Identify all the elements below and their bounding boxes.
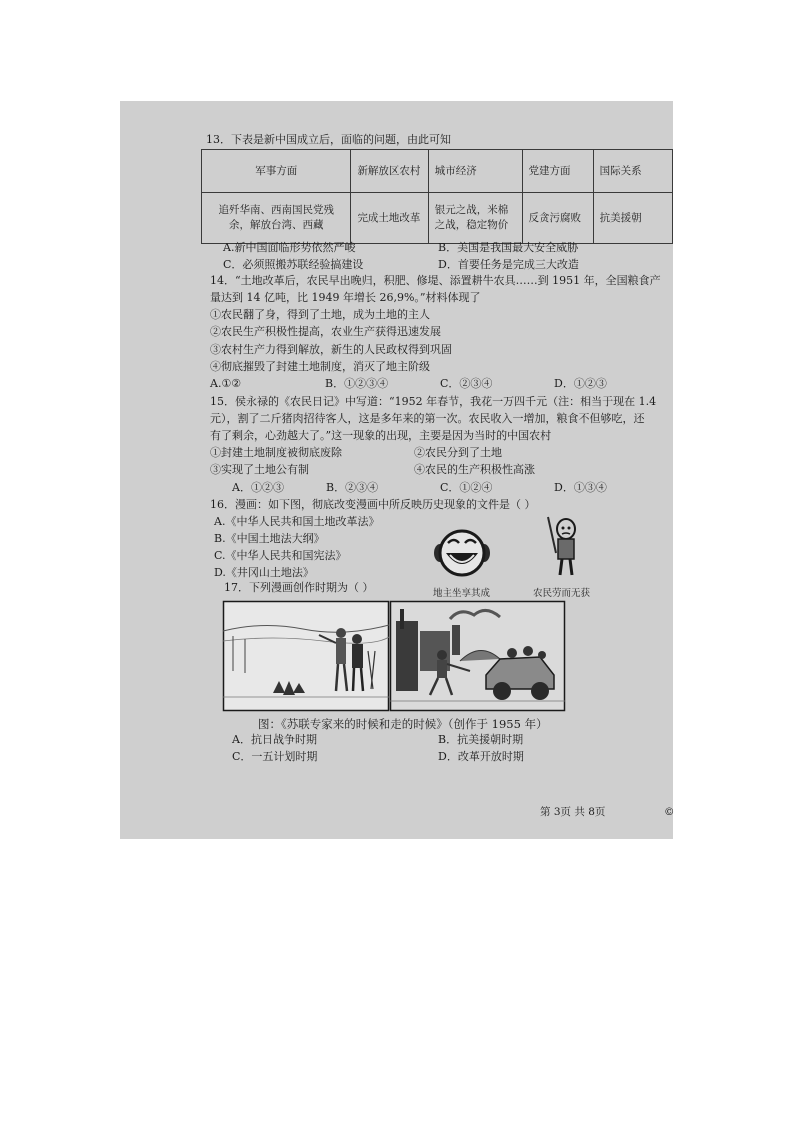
q14-item-3: ③农村生产力得到解放，新生的人民政权得到巩固 — [210, 343, 452, 356]
exam-page — [120, 101, 673, 839]
q13-option-c: C．必须照搬苏联经验搞建设 — [223, 258, 364, 271]
comic-panel-experts-leave — [390, 601, 565, 711]
q16-option-c: C.《中华人民共和国宪法》 — [214, 549, 347, 562]
q14-option-a: A.①② — [210, 377, 242, 390]
q13-cell-military: 追歼华南、西南国民党残余，解放台湾、西藏 — [202, 193, 351, 244]
q14-stem-line2: 量达到 14 亿吨，比 1949 年增长 26,9%。”材料体现了 — [210, 291, 481, 304]
q14-option-b: B．①②③④ — [325, 377, 389, 390]
q17-option-b: B．抗美援朝时期 — [438, 733, 524, 746]
comic-panel-experts-arrive — [223, 601, 389, 711]
q15-option-c: C．①②④ — [440, 481, 493, 494]
landlord-cartoon — [432, 525, 492, 579]
q15-stem-line1: 15．侯永禄的《农民日记》中写道：“1952 年春节，我花一万四千元（注：相当于现在 1.4 — [210, 395, 657, 408]
q13-cell-international: 抗美援朝 — [593, 193, 672, 244]
q14-item-4: ④彻底摧毁了封建土地制度，消灭了地主阶级 — [210, 360, 430, 373]
q15-item-1: ①封建土地制度被彻底废除 — [210, 446, 342, 459]
q13-header-city-economy: 城市经济 — [428, 150, 522, 193]
q16-option-b: B.《中国土地法大纲》 — [214, 532, 325, 545]
q13-header-countryside: 新解放区农村 — [351, 150, 428, 193]
q15-stem-line3: 有了剩余，心劲越大了。”这一现象的出现，主要是因为当时的中国农村 — [210, 429, 552, 442]
q16-option-a: A.《中华人民共和国土地改革法》 — [214, 515, 380, 528]
q17-option-c: C．一五计划时期 — [232, 750, 318, 763]
q13-option-a: A.新中国面临形势依然严峻 — [223, 241, 356, 254]
q14-option-c: C．②③④ — [440, 377, 493, 390]
q13-table — [201, 149, 673, 244]
q17-stem: 17．下列漫画创作时期为（ ） — [224, 581, 374, 594]
q16-stem: 16．漫画：如下图，彻底改变漫画中所反映历史现象的文件是（ ） — [210, 498, 536, 511]
q13-header-international: 国际关系 — [593, 150, 672, 193]
q15-option-d: D．①③④ — [554, 481, 607, 494]
q14-option-d: D．①②③ — [554, 377, 607, 390]
q15-item-2: ②农民分到了土地 — [414, 446, 502, 459]
q14-stem-line1: 14．“土地改革后，农民早出晚归，积肥、修堤、添置耕牛农具……到 1951 年，全国粮食产 — [210, 274, 661, 287]
page-number: 第 3页 共 8页 — [540, 806, 606, 818]
q17-option-a: A．抗日战争时期 — [232, 733, 317, 746]
q17-caption: 图：《苏联专家来的时候和走的时候》（创作于 1955 年） — [258, 717, 548, 731]
q14-item-2: ②农民生产积极性提高，农业生产获得迅速发展 — [210, 325, 441, 338]
q15-item-3: ③实现了土地公有制 — [210, 463, 309, 476]
copyright-mark: © — [664, 806, 675, 818]
q15-stem-line2: 元），割了二斤猪肉招待客人，这是多年来的第一次。农民收入一增加，粮食不但够吃，还 — [210, 412, 645, 425]
q14-item-1: ①农民翻了身，得到了土地，成为土地的主人 — [210, 308, 430, 321]
q13-option-b: B．美国是我国最大安全威胁 — [438, 241, 579, 254]
q13-header-military: 军事方面 — [202, 150, 351, 193]
q16-option-d: D.《井冈山土地法》 — [214, 566, 314, 579]
peasant-cartoon — [542, 513, 586, 579]
q17-option-d: D．改革开放时期 — [438, 750, 524, 763]
q16-caption-landlord: 地主坐享其成 — [433, 588, 491, 599]
q15-item-4: ④农民的生产积极性高涨 — [414, 463, 535, 476]
q13-cell-city-economy: 银元之战，米棉之战，稳定物价 — [428, 193, 522, 244]
q13-cell-countryside: 完成土地改革 — [351, 193, 428, 244]
q13-stem: 13．下表是新中国成立后，面临的问题，由此可知 — [206, 133, 451, 146]
q13-option-d: D．首要任务是完成三大改造 — [438, 258, 579, 271]
q15-option-b: B．②③④ — [326, 481, 379, 494]
q13-header-party: 党建方面 — [522, 150, 593, 193]
q16-caption-peasant: 农民劳而无获 — [533, 588, 591, 599]
q15-option-a: A．①②③ — [232, 481, 284, 494]
q13-cell-party: 反贪污腐败 — [522, 193, 593, 244]
